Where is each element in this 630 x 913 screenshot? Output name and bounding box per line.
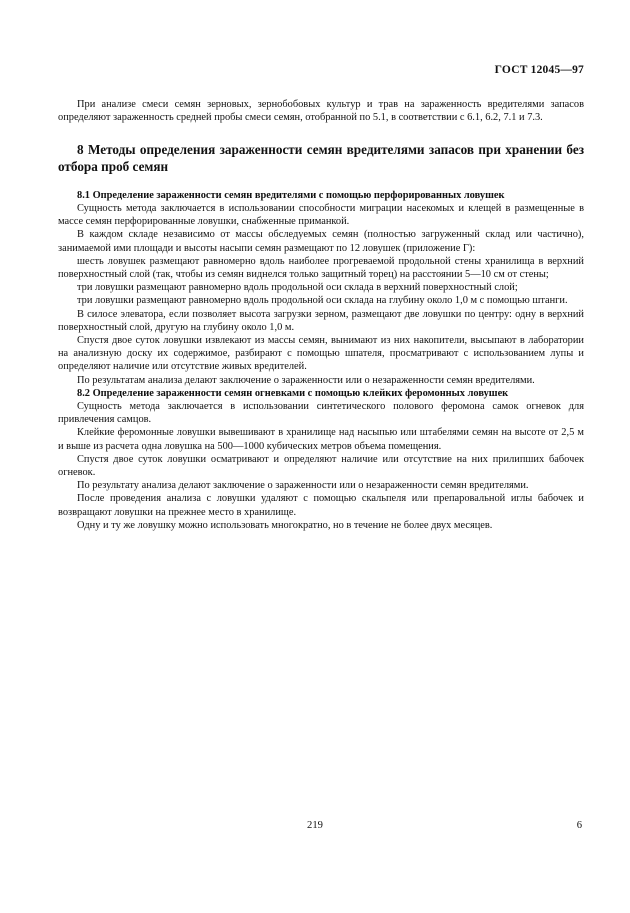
- sheet-number: 6: [576, 820, 582, 831]
- paragraph-8-1-4: три ловушки размещают равномерно вдоль продольной оси склада в верхний поверхностный слой;: [77, 282, 518, 294]
- paragraph-8-1-7: Спустя двое суток ловушки извлекают из массы семян, вынимают из них накопители, высыпают в лаборатории на анализную доску их содержимое, разбирают с помощью шпателя, просматривают с использованием лупы и определяют наличие или отсутствие живых вредителей.: [58, 335, 584, 373]
- paragraph-8-1-6: В силосе элеватора, если позволяет высота загрузки зерном, размещают две ловушки по центру: одну в верхний поверхностный слой, другую на глубину около 1,0 м.: [58, 308, 584, 333]
- paragraph-8-1-1: Сущность метода заключается в использовании способности миграции насекомых и клещей в размещенные в массе семян перфорированные ловушки, снабженные приманкой.: [58, 203, 584, 228]
- subsection-8-2-title: 8.2 Определение зараженности семян огневками с помощью клейких феромонных ловушек: [77, 387, 509, 399]
- paragraph-8-1-2: В каждом складе независимо от массы обследуемых семян (полностью загруженный склад или частично), занимаемой ими площади и высоты насыпи семян размещают по 12 ловушек (приложение Г):: [58, 229, 584, 254]
- paragraph-8-2-2: Клейкие феромонные ловушки вывешивают в хранилище над насыпью или штабелями семян на высоте от 2,5 м и выше из расчета одна ловушка на 500—1000 кубических метров объема помещения.: [58, 427, 584, 452]
- standard-header: ГОСТ 12045—97: [494, 64, 584, 76]
- intro-paragraph: При анализе смеси семян зерновых, зернобобовых культур и трав на зараженность вредителями запасов определяют зараженность средней пробы смеси семян, отобранной по 5.1, в соответствии с 6.1, 6.2, 7.1 и 7.3.: [58, 99, 584, 124]
- paragraph-8-2-3: Спустя двое суток ловушки осматривают и определяют наличие или отсутствие на них прилипших бабочек огневок.: [58, 453, 584, 479]
- paragraph-8-2-1: Сущность метода заключается в использовании синтетического полового феромона самок огневок для привлечения самцов.: [58, 401, 584, 426]
- page-number: 219: [307, 820, 323, 831]
- paragraph-8-2-6: Одну и ту же ловушку можно использовать многократно, но в течение не более двух месяцев.: [77, 519, 493, 531]
- paragraph-8-1-3: шесть ловушек размещают равномерно вдоль наиболее прогреваемой продольной стены хранилища в верхний поверхностный слой (так, чтобы из семян виднелся только защитный торец) на расстоянии 5—10 см от стены;: [58, 255, 584, 281]
- paragraph-8-2-4: По результату анализа делают заключение о зараженности или о незараженности семян вредителями.: [77, 480, 529, 492]
- paragraph-8-2-5: После проведения анализа с ловушки удаляют с помощью скальпеля или препаровальной иглы бабочек и возвращают ловушки на прежнее место в хранилище.: [58, 493, 584, 518]
- paragraph-8-1-5: три ловушки размещают равномерно вдоль продольной оси склада на глубину около 1,0 м с помощью штанги.: [77, 295, 568, 307]
- paragraph-8-1-8: По результатам анализа делают заключение о зараженности или о незараженности семян вредителями.: [77, 374, 535, 386]
- document-body: [58, 98, 584, 532]
- subsection-8-1-title: 8.1 Определение зараженности семян вредителями с помощью перфорированных ловушек: [77, 189, 505, 201]
- section-8-title: 8 Методы определения зараженности семян вредителями запасов при хранении без отбора проб семян: [58, 142, 584, 174]
